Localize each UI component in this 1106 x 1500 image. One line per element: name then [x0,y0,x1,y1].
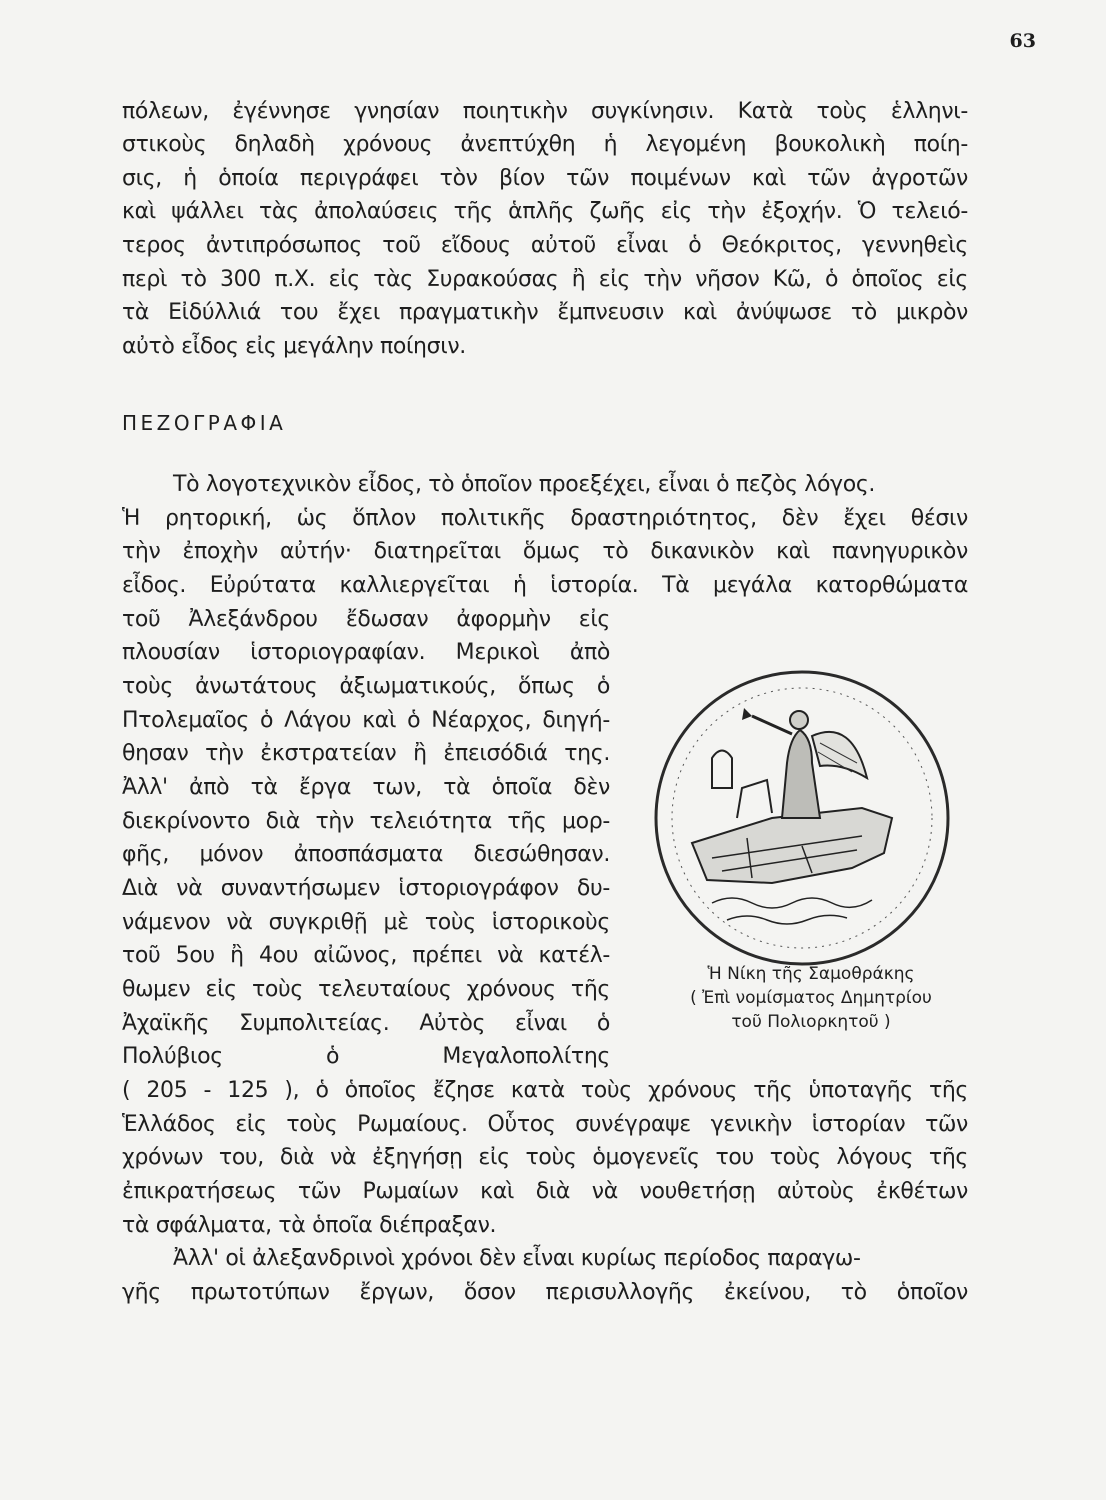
text-line: τὴν ἐποχὴν αὐτήν· διατηρεῖται ὅμως τὸ δικανικὸν καὶ πανηγυρικὸν [122,539,968,564]
text-line: στικοὺς δηλαδὴ χρόνους ἀνεπτύχθη ἡ λεγομένη βουκολικὴ ποίη- [122,132,968,157]
text-line: τοῦ Ἀλεξάνδρου ἔδωσαν ἀφορμὴν εἰς [122,607,610,632]
text-line: Τὸ λογοτεχνικὸν εἶδος, τὸ ὁποῖον προεξέχει, εἶναι ὁ πεζὸς λόγος. [173,472,876,497]
text-line: τὰ σφάλματα, τὰ ὁποῖα διέπραξαν. [122,1213,497,1238]
text-line: ἐπικρατήσεως τῶν Ρωμαίων καὶ διὰ νὰ νουθετήσῃ αὐτοὺς ἐκθέτων [122,1179,968,1204]
coin-illustration [652,668,952,968]
text-line: θωμεν εἰς τοὺς τελευταίους χρόνους τῆς [122,977,610,1002]
text-line: Ἀλλ' οἱ ἀλεξανδρινοὶ χρόνοι δὲν εἶναι κυρίως περίοδος παραγω- [173,1246,861,1271]
page-number: 63 [1009,30,1036,52]
text-line: τοῦ 5ου ἢ 4ου αἰῶνος, πρέπει νὰ κατέλ- [122,943,610,968]
text-line: γῆς πρωτοτύπων ἔργων, ὅσον περισυλλογῆς ἐκείνου, τὸ ὁποῖον [122,1280,968,1305]
text-line: διεκρίνοντο διὰ τὴν τελειότητα τῆς μορ- [122,809,610,834]
text-line: Ἑλλάδος εἰς τοὺς Ρωμαίους. Οὗτος συνέγραψε γενικὴν ἱστορίαν τῶν [122,1112,968,1137]
text-line: νάμενον νὰ συγκριθῇ μὲ τοὺς ἱστορικοὺς [122,910,610,935]
caption-source-cont: τοῦ Πολιορκητοῦ ) [731,1012,891,1032]
text-line: χρόνων του, διὰ νὰ ἐξηγήσῃ εἰς τοὺς ὁμογενεῖς του τοὺς λόγους τῆς [122,1145,968,1170]
text-line: εἶδος. Εὐρύτατα καλλιεργεῖται ἡ ἱστορία. Τὰ μεγάλα κατορθώματα [122,573,968,598]
text-line: πόλεων, ἐγέννησε γνησίαν ποιητικὴν συγκίνησιν. Κατὰ τοὺς ἑλληνι- [122,99,968,124]
text-line: αὐτὸ εἶδος εἰς μεγάλην ποίησιν. [122,334,466,359]
text-line: ( 205 - 125 ), ὁ ὁποῖος ἔζησε κατὰ τοὺς χρόνους τῆς ὑποταγῆς τῆς [122,1078,968,1103]
text-line: Ἀλλ' ἀπὸ τὰ ἔργα των, τὰ ὁποῖα δὲν [122,775,610,800]
text-line: τὰ Εἰδύλλιά του ἔχει πραγματικὴν ἔμπνευσιν καὶ ἀνύψωσε τὸ μικρὸν [122,300,968,325]
figure-caption [646,962,976,1034]
text-line: Διὰ νὰ συναντήσωμεν ἱστοριογράφον δυ- [122,876,610,901]
text-line: Ἀχαϊκῆς Συμπολιτείας. Αὐτὸς εἶναι ὁ [122,1011,610,1036]
text-line: θησαν τὴν ἐκστρατείαν ἢ ἐπεισόδιά της. [122,741,610,766]
text-line: Πτολεμαῖος ὁ Λάγου καὶ ὁ Νέαρχος, διηγή- [122,708,610,733]
text-line: πλουσίαν ἱστοριογραφίαν. Μερικοὶ ἀπὸ [122,640,610,665]
text-line: σις, ἡ ὁποία περιγράφει τὸν βίον τῶν ποιμένων καὶ τῶν ἀγροτῶν [122,166,968,191]
text-line: Ἡ ρητορική, ὡς ὅπλον πολιτικῆς δραστηριότητος, δὲν ἔχει θέσιν [122,506,968,531]
text-line: περὶ τὸ 300 π.Χ. εἰς τὰς Συρακούσας ἢ εἰς τὴν νῆσον Κῶ, ὁ ὁποῖος εἰς [122,267,968,292]
text-line: τοὺς ἀνωτάτους ἀξιωματικούς, ὅπως ὁ [122,674,610,699]
text-line: καὶ ψάλλει τὰς ἀπολαύσεις τῆς ἁπλῆς ζωῆς εἰς τὴν ἐξοχήν. Ὁ τελειό- [122,199,968,224]
text-line: φῆς, μόνον ἀποσπάσματα διεσώθησαν. [122,842,610,867]
section-heading: ΠΕΖΟΓΡΑΦΙΑ [122,411,287,435]
caption-source: ( Ἐπὶ νομίσματος Δημητρίου [690,988,932,1008]
text-line: Πολύβιος ὁ Μεγαλοπολίτης [122,1044,610,1069]
text-line: τερος ἀντιπρόσωπος τοῦ εἴδους αὐτοῦ εἶναι ὁ Θεόκριτος, γεννηθεὶς [122,233,968,258]
caption-title: Ἡ Νίκη τῆς Σαμοθράκης [707,964,915,984]
